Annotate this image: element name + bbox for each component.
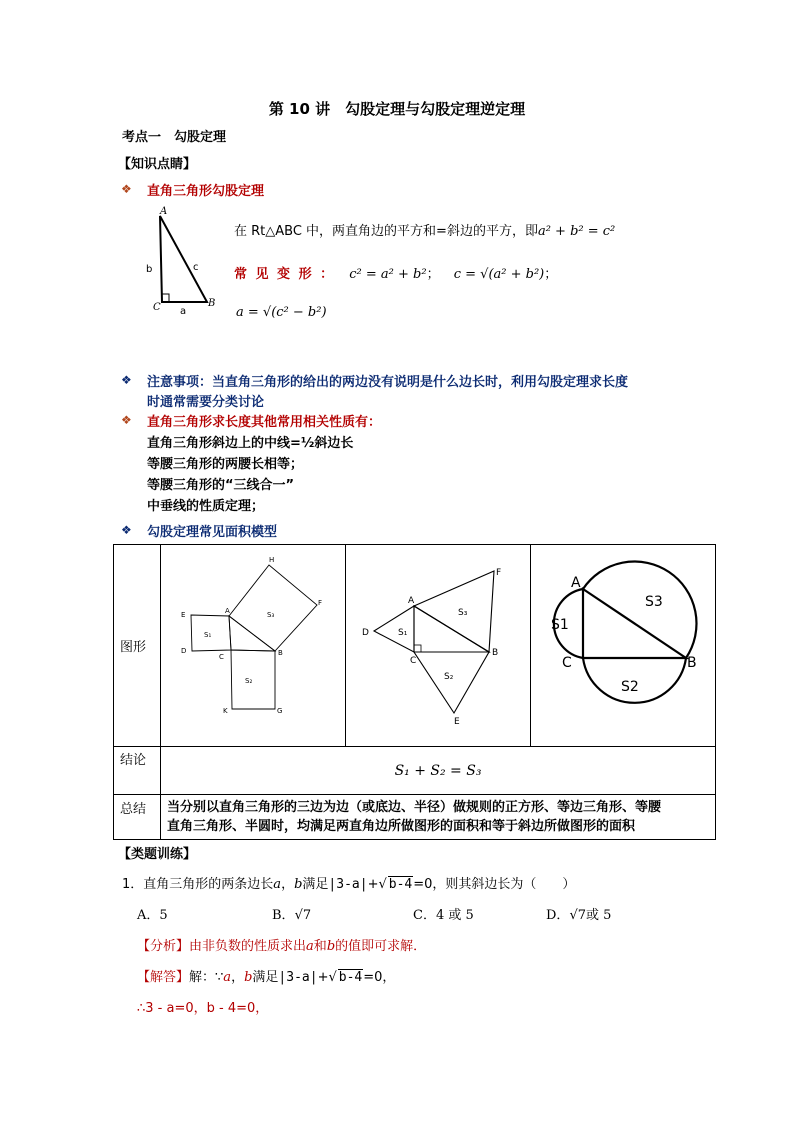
svg-text:F: F [496,568,502,578]
svg-text:S1: S1 [551,617,569,633]
area-models-heading: 勾股定理常见面积模型 [147,525,278,540]
svg-text:A: A [408,596,415,606]
variant3-formula: a = √(c² − b²) [236,305,327,320]
note-line-2: 时通常需要分类讨论 [147,395,265,410]
triangle-label-A: A [160,206,168,217]
property-2: 等腰三角形的两腰长相等； [147,457,304,472]
svg-text:S₃: S₃ [458,608,468,618]
svg-text:E: E [181,611,186,619]
practice-header: 【类题训练】 [118,847,197,862]
svg-text:A: A [571,575,581,591]
triangle-label-a: a [180,306,187,317]
theorem-statement: 在 Rt△ABC 中，两直角边的平方和=斜边的平方，即a² + b² = c² [234,224,616,239]
diamond-bullet-icon: ❖ [121,413,132,427]
svg-text:B: B [687,655,697,671]
squares-figure [161,545,345,742]
svg-text:C: C [562,655,572,671]
variants-row: 常 见 变 形 ： c² = a² + b²； c = √(a² + b²)； [234,267,558,282]
triangle-label-b: b [146,264,153,275]
summary-text: 当分别以直角三角形的三边为边（或底边、半径）做规则的正方形、等边三角形、等腰 直角三角形、半圆时，均满足两直角边所做图形的面积和等于斜边所做图形的面积 [161,795,716,840]
svg-text:H: H [269,556,275,564]
semicircles-figure [531,545,715,742]
figure-cell-squares [161,545,346,747]
page-title: 第 10 讲 勾股定理与勾股定理逆定理 [268,100,526,118]
note-line-1: 注意事项：当直角三角形的给出的两边没有说明是什么边长时，利用勾股定理求长度 [147,375,629,390]
answer-line-2: ∴3 - a=0，b - 4=0， [137,1001,269,1016]
svg-text:S₂: S₂ [245,677,253,685]
question-1: 1．直角三角形的两条边长a，b满足|3-a|+√ b-4=0，则其斜边长为（ ） [122,877,576,892]
svg-text:C: C [410,656,417,666]
figure-cell-triangles [346,545,531,747]
svg-text:K: K [223,707,228,715]
svg-text:B: B [278,649,283,657]
option-c: C．4 或 5 [413,908,474,923]
svg-text:S₃: S₃ [267,611,275,619]
triangle-label-c: c [193,262,199,273]
area-models-table [113,544,716,840]
section-heading: 考点一 勾股定理 [122,130,227,145]
property-4: 中垂线的性质定理； [147,499,265,514]
option-b: B．√7 [272,908,312,923]
svg-text:B: B [492,648,499,658]
analysis-line: 【分析】由非负数的性质求出a和b的值即可求解． [137,939,427,954]
svg-text:S₂: S₂ [444,672,454,682]
triangles-figure [346,545,530,742]
property-3: 等腰三角形的“三线合一” [147,478,295,493]
conclusion-formula: S₁ + S₂ = S₃ [161,747,716,795]
triangle-label-C: C [153,302,161,313]
svg-text:E: E [454,717,460,727]
diamond-bullet-icon: ❖ [121,373,132,387]
row-label-figure: 图形 [114,545,161,747]
svg-text:F: F [318,599,323,607]
svg-text:S₁: S₁ [398,628,408,638]
svg-text:D: D [181,647,187,655]
row-label-summary: 总结 [114,795,161,840]
diamond-bullet-icon: ❖ [121,523,132,537]
knowledge-header: 【知识点睛】 [118,157,197,172]
option-a: A．5 [137,908,168,923]
theorem-heading: 直角三角形勾股定理 [147,184,265,199]
svg-text:S3: S3 [645,594,663,610]
svg-text:S2: S2 [621,679,639,695]
property-1: 直角三角形斜边上的中线=½斜边长 [147,436,354,451]
answer-line-1: 【解答】解：∵a，b满足|3-a|+√ b-4=0， [137,970,396,985]
figure-cell-semicircles [531,545,716,747]
row-label-conclusion: 结论 [114,747,161,795]
svg-text:G: G [277,707,283,715]
other-props-heading: 直角三角形求长度其他常用相关性质有： [147,415,382,430]
svg-text:D: D [362,628,369,638]
svg-text:A: A [225,607,230,615]
svg-text:S₁: S₁ [204,631,212,639]
svg-text:C: C [219,653,224,661]
option-d: D．√7或 5 [546,908,612,923]
diamond-bullet-icon: ❖ [121,182,132,196]
triangle-label-B: B [208,298,216,309]
right-triangle-figure [140,202,220,320]
